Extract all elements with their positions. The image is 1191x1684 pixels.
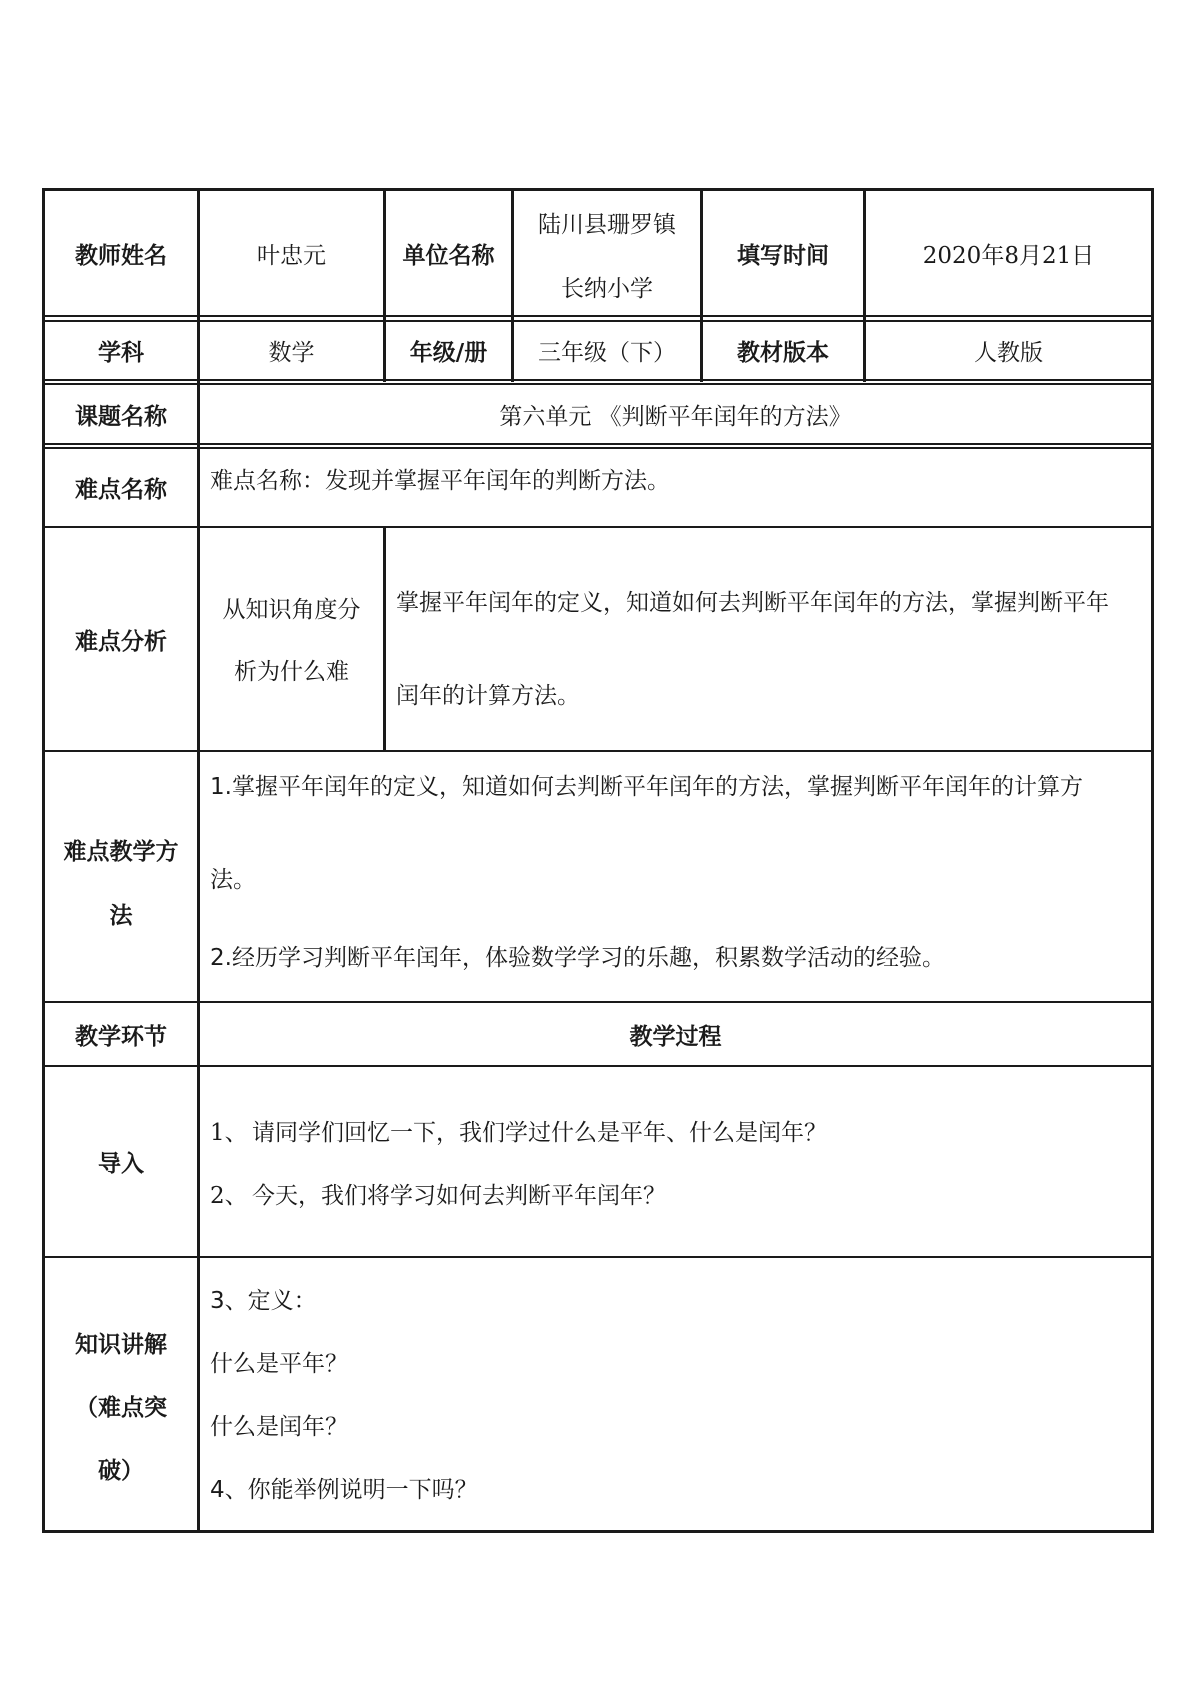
intro-item-text: 请同学们回忆一下，我们学过什么是平年、什么是闰年？ bbox=[252, 1120, 827, 1146]
difficulty-label: 难点名称 bbox=[75, 477, 167, 503]
row-divider bbox=[42, 379, 1154, 381]
method-text-line: 1.掌握平年闰年的定义，知道如何去判断平年闰年的方法，掌握判断平年闰年的计算方 bbox=[210, 774, 1083, 800]
intro-item-number: 2、 bbox=[210, 1183, 248, 1209]
subject-label: 学科 bbox=[98, 340, 144, 366]
analysis-sub-label-line: 从知识角度分 bbox=[222, 596, 361, 623]
knowledge-text-line: 4、你能举例说明一下吗？ bbox=[210, 1477, 478, 1503]
knowledge-label-line: （难点突 bbox=[75, 1394, 167, 1421]
intro-label: 导入 bbox=[98, 1151, 144, 1177]
method-text-line: 2.经历学习判断平年闰年，体验数学学习的乐趣，积累数学活动的经验。 bbox=[210, 945, 945, 971]
analysis-text-line: 掌握平年闰年的定义，知道如何去判断平年闰年的方法，掌握判断平年 bbox=[396, 590, 1109, 616]
row-divider bbox=[42, 443, 1154, 445]
row-divider bbox=[42, 1256, 1154, 1258]
edition-label: 教材版本 bbox=[737, 340, 829, 366]
knowledge-label bbox=[45, 1258, 197, 1530]
unit-name-line: 陆川县珊罗镇 bbox=[538, 211, 676, 238]
subject-value: 数学 bbox=[268, 340, 315, 366]
teacher-name-label: 教师姓名 bbox=[75, 242, 167, 269]
knowledge-label-line: 知识讲解 bbox=[75, 1331, 167, 1358]
analysis-label: 难点分析 bbox=[75, 628, 167, 655]
col-divider bbox=[383, 526, 386, 752]
unit-name-label: 单位名称 bbox=[402, 242, 495, 269]
method-label bbox=[45, 752, 197, 1001]
knowledge-label-line: 破） bbox=[98, 1457, 144, 1484]
table-border-right bbox=[1151, 188, 1154, 1533]
knowledge-text-line: 什么是闰年？ bbox=[210, 1414, 348, 1440]
grade-label: 年级/册 bbox=[409, 340, 488, 366]
topic-label: 课题名称 bbox=[75, 403, 167, 430]
intro-item-text: 今天，我们将学习如何去判断平年闰年？ bbox=[252, 1183, 666, 1209]
unit-name-value bbox=[514, 191, 700, 315]
teacher-name-value: 叶忠元 bbox=[257, 242, 326, 269]
intro-item-number: 1、 bbox=[210, 1120, 248, 1146]
analysis-sub-label-line: 析为什么难 bbox=[234, 658, 349, 685]
row-divider bbox=[42, 1065, 1154, 1067]
process-header: 教学过程 bbox=[629, 1023, 722, 1050]
method-label-line: 难点教学方 bbox=[63, 838, 179, 865]
analysis-text-line: 闰年的计算方法。 bbox=[396, 683, 580, 709]
stage-header: 教学环节 bbox=[75, 1023, 167, 1050]
fill-date-label: 填写时间 bbox=[737, 242, 829, 269]
analysis-sub-label bbox=[200, 528, 383, 750]
unit-name-line: 长纳小学 bbox=[561, 275, 653, 302]
method-label-line: 法 bbox=[109, 902, 133, 929]
edition-value: 人教版 bbox=[974, 340, 1043, 366]
knowledge-text-line: 3、定义： bbox=[210, 1288, 317, 1314]
method-text-line: 法。 bbox=[210, 867, 256, 893]
table-border-bottom bbox=[42, 1530, 1154, 1533]
row-divider bbox=[42, 750, 1154, 752]
difficulty-value: 难点名称：发现并掌握平年闰年的判断方法。 bbox=[210, 468, 670, 494]
knowledge-text-line: 什么是平年？ bbox=[210, 1351, 348, 1377]
row-divider bbox=[42, 315, 1154, 317]
topic-value: 第六单元 《判断平年闰年的方法》 bbox=[499, 403, 852, 430]
row-divider bbox=[42, 447, 1154, 449]
grade-value: 三年级（下） bbox=[538, 340, 676, 366]
fill-date-value: 2020年8月21日 bbox=[922, 242, 1095, 269]
